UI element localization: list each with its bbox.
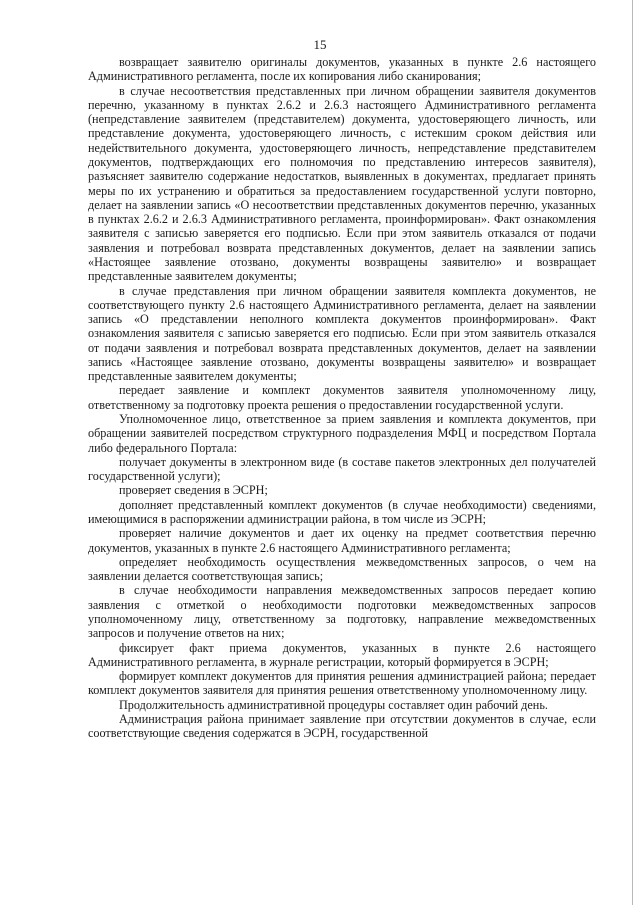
- paragraph: проверяет наличие документов и дает их оценку на предмет соответствия перечню документов, указанных в пункте 2.6 настоящего Административного регламента;: [88, 526, 596, 555]
- paragraph: Уполномоченное лицо, ответственное за прием заявления и комплекта документов, при обращении заявителей посредством структурного подразделения МФЦ и посредством Портала либо федерального Портала:: [88, 412, 596, 455]
- paragraph: в случае несоответствия представленных при личном обращении заявителя документов перечню, указанному в пунктах 2.6.2 и 2.6.3 настоящего Административного регламента (непредставление заявителем (представителем) документа, удостоверяющего личность, или представление документа, удостоверяющего личность, с истекшим сроком действия или недействительного документа, удостоверяющего личность, непредставление представителем документов, подтверждающих его полномочия по представлению интересов заявителя), разъясняет заявителю содержание недостатков, выявленных в документах, предлагает принять меры по их устранению и обратиться за предоставлением государственной услуги повторно, делает на заявлении запись «О несоответствии представленных документов перечню, указанных в пунктах 2.6.2 и 2.6.3 Административного регламента, проинформирован». Факт ознакомления заявителя с записью заверяется его подписью. Если при этом заявитель отказался от подачи заявления и потребовал возврата представленных документов, делает на заявлении запись «Настоящее заявление отозвано, документы возвращены заявителю» и возвращает представленные заявителем документы;: [88, 83, 596, 284]
- paragraph: формирует комплект документов для принятия решения администрацией района; передает комплект документов заявителя для принятия решения ответственному уполномоченному лицу.: [88, 669, 596, 698]
- paragraph: определяет необходимость осуществления межведомственных запросов, о чем на заявлении делается соответствующая запись;: [88, 554, 596, 584]
- paragraph: получает документы в электронном виде (в составе пакетов электронных дел получателей государственной услуги);: [88, 454, 596, 484]
- paragraph: передает заявление и комплект документов заявителя уполномоченному лицу, ответственному за подготовку проекта решения о предоставлении государственной услуги.: [88, 383, 596, 412]
- body-text: [88, 55, 596, 741]
- paragraph: проверяет сведения в ЭСРН;: [119, 483, 268, 498]
- paragraph: в случае представления при личном обращении заявителя комплекта документов, не соответствующего пункту 2.6 настоящего Административного регламента, делает на заявлении запись «О представлении неполного комплекта документов проинформирован». Факт ознакомления заявителя с записью заверяется его подписью. Если при этом заявитель отказался от подачи заявления и потребовал возврата представленных документов, делает на заявлении запись «Настоящее заявление отозвано, документы возвращены заявителю» и возвращает представленные заявителем документы;: [88, 283, 596, 384]
- paragraph: Продолжительность административной процедуры составляет один рабочий день.: [119, 697, 548, 712]
- paragraph: возвращает заявителю оригиналы документов, указанных в пункте 2.6 настоящего Административного регламента, после их копирования либо сканирования;: [88, 55, 596, 84]
- paragraph: фиксирует факт приема документов, указанных в пункте 2.6 настоящего Административного регламента, в журнале регистрации, который формируется в ЭСРН;: [88, 640, 596, 669]
- paragraph: в случае необходимости направления межведомственных запросов передает копию заявления с отметкой о необходимости подготовки межведомственных запросов уполномоченному лицу, ответственному за подготовку, направление межведомственных запросов и получение ответов на них;: [88, 583, 596, 641]
- paragraph: дополняет представленный комплект документов (в случае необходимости) сведениями, имеющимися в распоряжении администрации района, в том числе из ЭСРН;: [88, 497, 596, 526]
- page-edge-line: [632, 0, 633, 905]
- paragraph: Администрация района принимает заявление при отсутствии документов в случае, если соответствующие сведения содержатся в ЭСРН, государственной: [88, 711, 596, 741]
- page-number: 15: [313, 37, 327, 52]
